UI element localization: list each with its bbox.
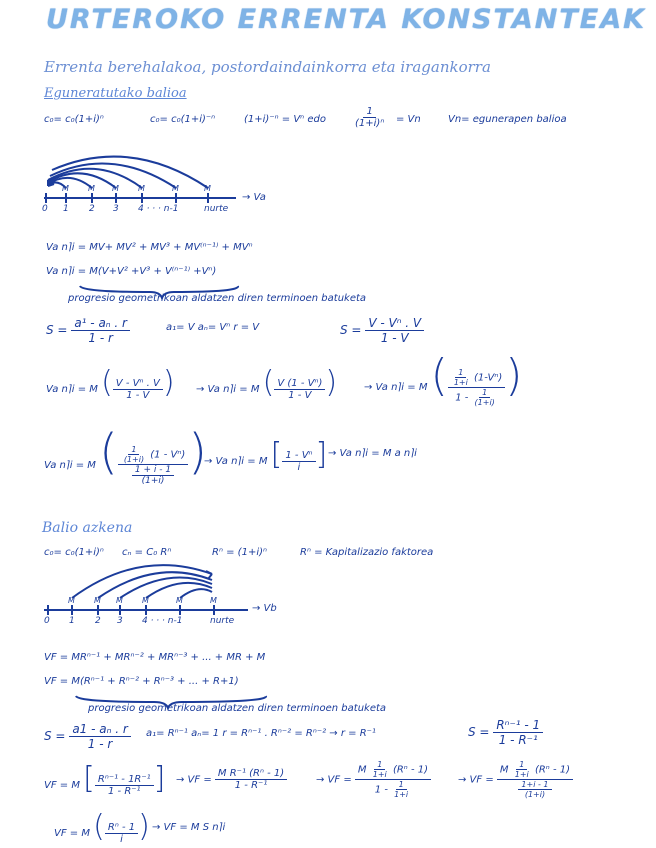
- s1-va-row2-c: → Va n⌉i = M a n⌉i: [328, 448, 417, 459]
- t1-m-2: M: [88, 184, 95, 193]
- s1-line2: Va n⌉i = M(V+V² +V³ + V⁽ⁿ⁻¹⁾ +Vⁿ): [46, 266, 217, 277]
- s2-line1: VF = MRⁿ⁻¹ + MRⁿ⁻² + MRⁿ⁻³ + ... + MR + M: [44, 652, 266, 663]
- s1-va-row2-b: → Va n⌉i = M [ $\frac{\text{1 - Vⁿ}}{i}$ ]: [204, 437, 328, 473]
- t1-m-4: M: [138, 184, 145, 193]
- s1-formula-1: c₀= c₀(1+i)ⁿ: [44, 114, 104, 125]
- s2-line2: VF = M(Rⁿ⁻¹ + Rⁿ⁻² + Rⁿ⁻³ + ... + R+1): [44, 676, 239, 687]
- s2-s-params: a₁= Rⁿ⁻¹ aₙ= 1 r = Rⁿ⁻¹ . Rⁿ⁻² = Rⁿ⁻² → r = R⁻¹: [146, 728, 376, 739]
- t2-tick-4: 4 · · · n-1: [142, 616, 183, 626]
- s1-formula-5: = Vn: [396, 114, 421, 125]
- timeline2-arc: [72, 565, 212, 598]
- t2-tick-3: 3: [117, 616, 123, 626]
- s2-formula-1: c₀= c₀(1+i)ⁿ: [44, 547, 104, 558]
- t2-m-4: M: [142, 596, 149, 605]
- s2-vf-row1-d: → VF = M $\frac{1}{1+i}$ (Rⁿ - 1) $\frac{1+i - 1}{(1+i)}$: [458, 760, 573, 799]
- s1-formula-3: (1+i)⁻ⁿ = Vⁿ edo: [244, 114, 326, 125]
- t1-tick-1: 1: [63, 204, 69, 214]
- s1-formula-6: Vn= egunerapen balioa: [448, 114, 567, 125]
- t1-tick-2: 2: [89, 204, 95, 214]
- t1-tick-4: 4 · · · n-1: [138, 204, 179, 214]
- t2-tick-0: 0: [44, 616, 50, 626]
- t2-result: → Vb: [252, 603, 277, 614]
- t2-m-6: M: [210, 596, 217, 605]
- s1-s-result: S = $\frac{\text{V - Vⁿ . V}}{1 - V}$: [340, 316, 424, 345]
- s2-vf-row2-a: VF = M ( $\frac{\text{Rⁿ - 1}}{i}$ ): [54, 809, 150, 845]
- s1-formula-frac: $\frac{1}{\text{(1+i)ⁿ}}$: [355, 106, 385, 129]
- t2-m-5: M: [176, 596, 183, 605]
- t1-m-3: M: [112, 184, 119, 193]
- t2-m-1: M: [68, 596, 75, 605]
- s2-progresio: progresio geometrikoan aldatzen diren terminoen batuketa: [88, 703, 387, 714]
- s1-va-row2-a: Va n⌉i = M ( $\frac{1}{(1+i)}$ (1 - Vⁿ) $\frac{1 + i - 1}{(1+i)}$ ): [44, 424, 207, 486]
- s2-formula-4: Rⁿ = Kapitalizazio faktorea: [300, 547, 434, 558]
- s2-vf-row2-b: → VF = M S n⌉i: [152, 822, 226, 833]
- t2-tick-n: nurte: [210, 616, 235, 626]
- t1-m-6: M: [204, 184, 211, 193]
- s1-s-params: a₁= V aₙ= Vⁿ r = V: [166, 322, 260, 333]
- section1-heading: Eguneratutako balioa: [44, 86, 187, 101]
- s2-formula-3: Rⁿ = (1+i)ⁿ: [212, 547, 267, 558]
- timeline1-arc: [52, 157, 208, 188]
- t2-tick-2: 2: [95, 616, 101, 626]
- s1-s-formula: S = $\frac{\text{a¹ - aₙ . r}}{1 - r}$: [46, 316, 130, 345]
- timeline2-arc: [180, 589, 212, 598]
- s1-va-row1-a: Va n⌉i = M ( $\frac{\text{V - Vⁿ . V}}{1 - V}$ ): [46, 365, 175, 401]
- s1-va-row1-c: → Va n⌉i = M ( $\frac{1}{1+i}$ (1-Vⁿ) 1 - $\frac{1}{(1+i)}$ ): [364, 350, 523, 407]
- t1-m-5: M: [172, 184, 179, 193]
- t1-tick-0: 0: [42, 204, 48, 214]
- t1-tick-n: nurte: [204, 204, 229, 214]
- t2-tick-1: 1: [69, 616, 75, 626]
- s2-s-result: S = $\frac{\text{Rⁿ⁻¹ - 1}}{\text{1 - R⁻¹}}$: [468, 718, 543, 747]
- s2-vf-row1-b: → VF = $\frac{\text{M R⁻¹ (Rⁿ - 1)}}{\text{1 - R⁻¹}}$: [176, 768, 287, 791]
- s1-va-row1-b: → Va n⌉i = M ( $\frac{\text{V (1 - Vⁿ)}}{1 - V}$ ): [196, 365, 338, 401]
- page-subtitle: Errenta berehalakoa, postordaindainkorra eta iragankorra: [44, 58, 491, 76]
- section2-heading: Balio azkena: [42, 520, 133, 536]
- t1-result: → Va: [242, 192, 266, 203]
- t1-tick-3: 3: [113, 204, 119, 214]
- page-title: URTEROKO ERRENTA KONSTANTEAK: [46, 4, 647, 35]
- s1-formula-2: c₀= c₀(1+i)⁻ⁿ: [150, 114, 216, 125]
- s2-vf-row1-c: → VF = M $\frac{1}{1+i}$ (Rⁿ - 1) 1 - $\frac{1}{1+i}$: [316, 760, 431, 799]
- s2-vf-row1-a: VF = M [ $\frac{\text{Rⁿ⁻¹ - 1R⁻¹}}{\text{1 - R⁻¹}}$ ]: [44, 761, 166, 797]
- s1-line1: Va n⌉i = MV+ MV² + MV³ + MV⁽ⁿ⁻¹⁾ + MVⁿ: [46, 242, 253, 253]
- t1-m-1: M: [62, 184, 69, 193]
- s2-s-formula: S = $\frac{\text{a1 - aₙ . r}}{1 - r}$: [44, 722, 131, 751]
- s2-formula-2: cₙ = C₀ Rⁿ: [122, 547, 172, 558]
- t2-m-3: M: [116, 596, 123, 605]
- timeline2-arc: [98, 572, 212, 598]
- s1-progresio: progresio geometrikoan aldatzen diren terminoen batuketa: [68, 293, 367, 304]
- t2-m-2: M: [94, 596, 101, 605]
